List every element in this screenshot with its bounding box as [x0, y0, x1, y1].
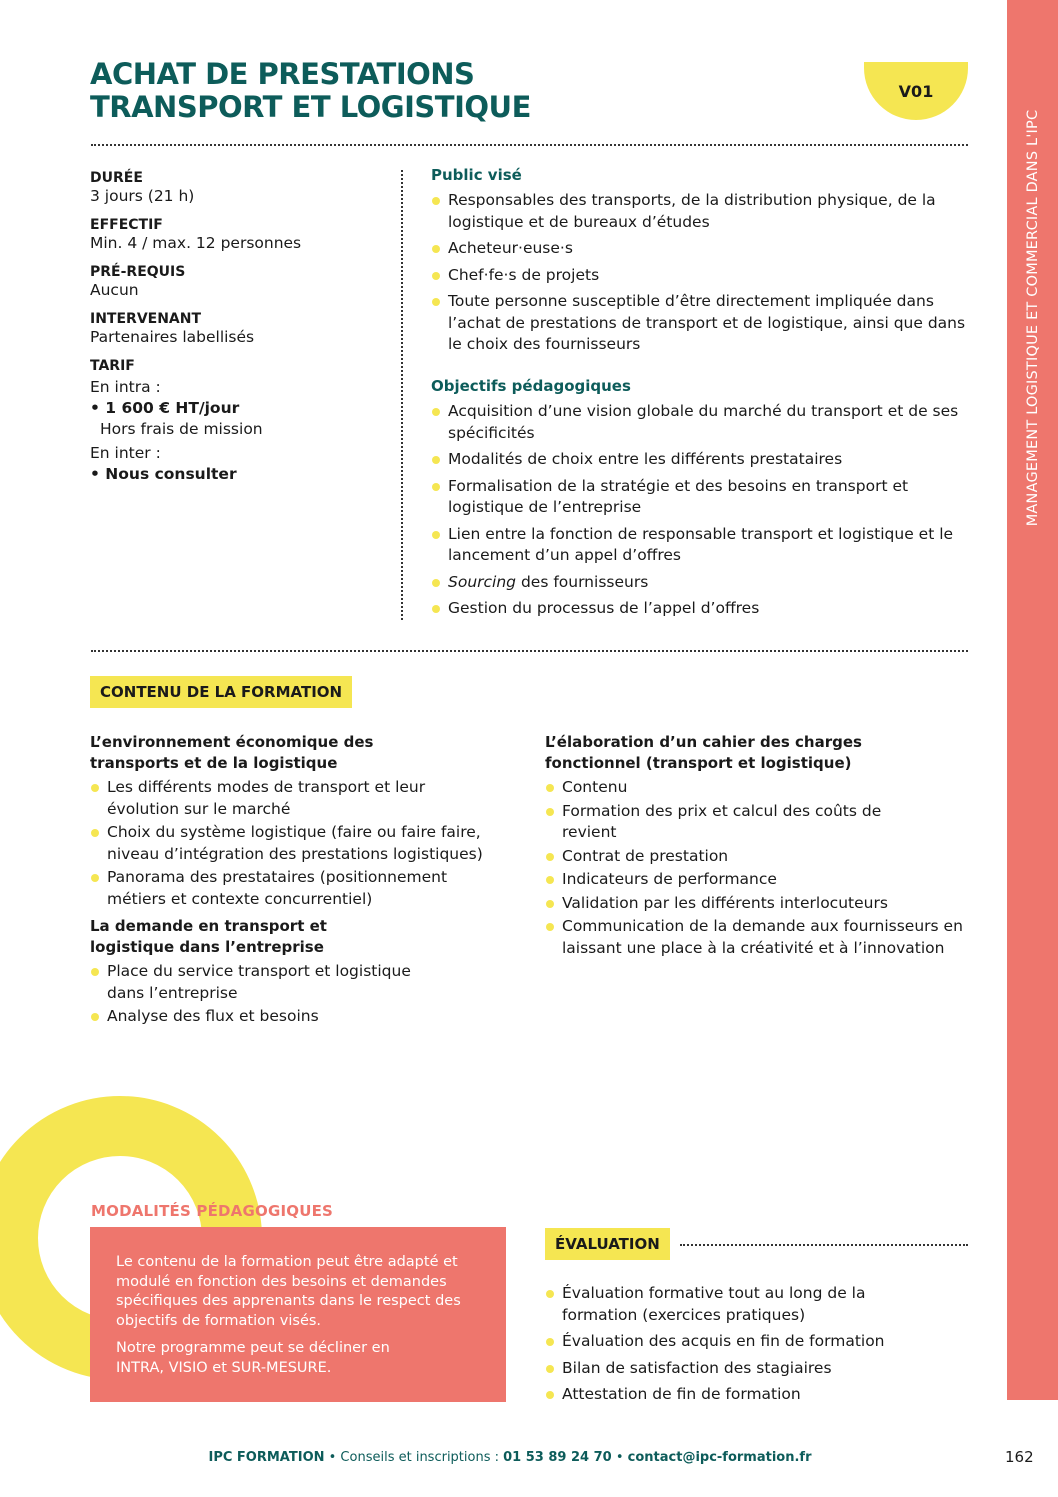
objectifs-section [431, 377, 971, 625]
objectifs-title: Objectifs pédagogiques [431, 377, 631, 395]
evaluation-tag: ÉVALUATION [545, 1228, 670, 1260]
page-title [90, 58, 531, 124]
list-item: Gestion du processus de l’appel d’offres [431, 598, 971, 620]
course-code-badge [864, 62, 968, 120]
category-sidebar [1007, 0, 1058, 1400]
list-item: Formation des prix et calcul des coûts de revient [545, 801, 882, 844]
list-item: Évaluation des acquis en fin de formation [545, 1331, 965, 1353]
list-item: Responsables des transports, de la distribution physique, de la logistique et de bureaux d’études [431, 190, 971, 233]
contenu-tag: CONTENU DE LA FORMATION [90, 676, 352, 708]
page-number: 162 [1005, 1448, 1034, 1466]
sourcing-term: Sourcing [448, 572, 517, 591]
prerequis-value: Aucun [90, 281, 139, 299]
column-divider [401, 170, 403, 620]
footer-email[interactable]: contact@ipc-formation.fr [627, 1450, 812, 1465]
modalites-paragraph: Le contenu de la formation peut être adapté et modulé en fonction des besoins et demandes spécifiques des apprenants dans le respect des objectifs de formation visés. [116, 1254, 461, 1329]
list-item: Place du service transport et logistique dans l’entreprise [90, 961, 452, 1004]
list-item: Les différents modes de transport et leur évolution sur le marché [90, 777, 427, 820]
list-item: Acheteur·euse·s [431, 238, 971, 260]
modalites-paragraph: Notre programme peut se décliner en INTRA, VISIO et SUR-MESURE. [116, 1340, 390, 1376]
tarif-intra-note: Hors frais de mission [100, 420, 263, 438]
tarif-intra: En intra : [90, 378, 161, 396]
list-item: Évaluation formative tout au long de la formation (exercices pratiques) [545, 1283, 882, 1326]
list-item: Lien entre la fonction de responsable transport et logistique et le lancement d’un appel d’offres [431, 524, 971, 567]
tarif-inter-price: • Nous consulter [90, 465, 237, 483]
footer-brand: IPC FORMATION [208, 1450, 325, 1465]
divider [91, 650, 968, 652]
contenu-right-column [545, 732, 970, 961]
tarif-intra-price: • 1 600 € HT/jour [90, 399, 240, 417]
list-item: Modalités de choix entre les différents prestataires [431, 449, 971, 471]
intervenant-value: Partenaires labellisés [90, 328, 255, 346]
list-item: Acquisition d’une vision globale du marché du transport et de ses spécificités [431, 401, 971, 444]
footer-sep: • Conseils et inscriptions : [324, 1450, 504, 1465]
intervenant-label: INTERVENANT [90, 311, 202, 327]
category-label: MANAGEMENT LOGISTIQUE ET COMMERCIAL DANS L'IPC [1024, 109, 1041, 527]
list-item: Contrat de prestation [545, 846, 970, 868]
public-title: Public visé [431, 166, 522, 184]
sourcing-rest: des fournisseurs [516, 572, 649, 591]
tarif-label: TARIF [90, 358, 135, 374]
list-item: Toute personne susceptible d’être directement impliquée dans l’achat de prestations de transport et de logistique, ainsi que dans le choix des fournisseurs [431, 291, 971, 356]
section-title: La demande en transport et logistique dans l’entreprise [90, 917, 327, 956]
prerequis-label: PRÉ-REQUIS [90, 264, 186, 280]
footer-sep: • [611, 1450, 628, 1465]
list-item: Panorama des prestataires (positionnement métiers et contexte concurrentiel) [90, 867, 497, 910]
title-line-2: TRANSPORT ET LOGISTIQUE [90, 90, 531, 124]
course-code: V01 [898, 82, 934, 101]
duree-label: DURÉE [90, 170, 143, 186]
public-section [431, 166, 971, 361]
list-item: Choix du système logistique (faire ou faire faire, niveau d’intégration des prestations logistiques) [90, 822, 520, 865]
effectif-value: Min. 4 / max. 12 personnes [90, 234, 302, 252]
section-title: L’environnement économique des transports et de la logistique [90, 733, 374, 772]
list-item: Analyse des flux et besoins [90, 1006, 520, 1028]
section-title: L’élaboration d’un cahier des charges fonctionnel (transport et logistique) [545, 733, 862, 772]
divider [680, 1244, 968, 1246]
modalites-box [90, 1227, 506, 1402]
divider [91, 144, 968, 146]
tarif-inter: En inter : [90, 444, 161, 462]
footer [60, 1450, 960, 1465]
list-item: Attestation de fin de formation [545, 1384, 965, 1406]
list-item: Bilan de satisfaction des stagiaires [545, 1358, 965, 1380]
contenu-left-column [90, 732, 520, 1030]
list-item: Communication de la demande aux fournisseurs en laissant une place à la créativité et à l’innovation [545, 916, 970, 959]
info-column [90, 170, 390, 485]
duree-value: 3 jours (21 h) [90, 187, 195, 205]
list-item: Validation par les différents interlocuteurs [545, 893, 970, 915]
effectif-label: EFFECTIF [90, 217, 163, 233]
list-item [431, 572, 971, 594]
footer-phone[interactable]: 01 53 89 24 70 [503, 1450, 612, 1465]
modalites-title: MODALITÉS PÉDAGOGIQUES [91, 1202, 334, 1220]
list-item: Formalisation de la stratégie et des besoins en transport et logistique de l’entreprise [431, 476, 971, 519]
title-line-1: ACHAT DE PRESTATIONS [90, 57, 475, 91]
list-item: Chef·fe·s de projets [431, 265, 971, 287]
list-item: Contenu [545, 777, 970, 799]
list-item: Indicateurs de performance [545, 869, 970, 891]
evaluation-section [545, 1283, 965, 1411]
